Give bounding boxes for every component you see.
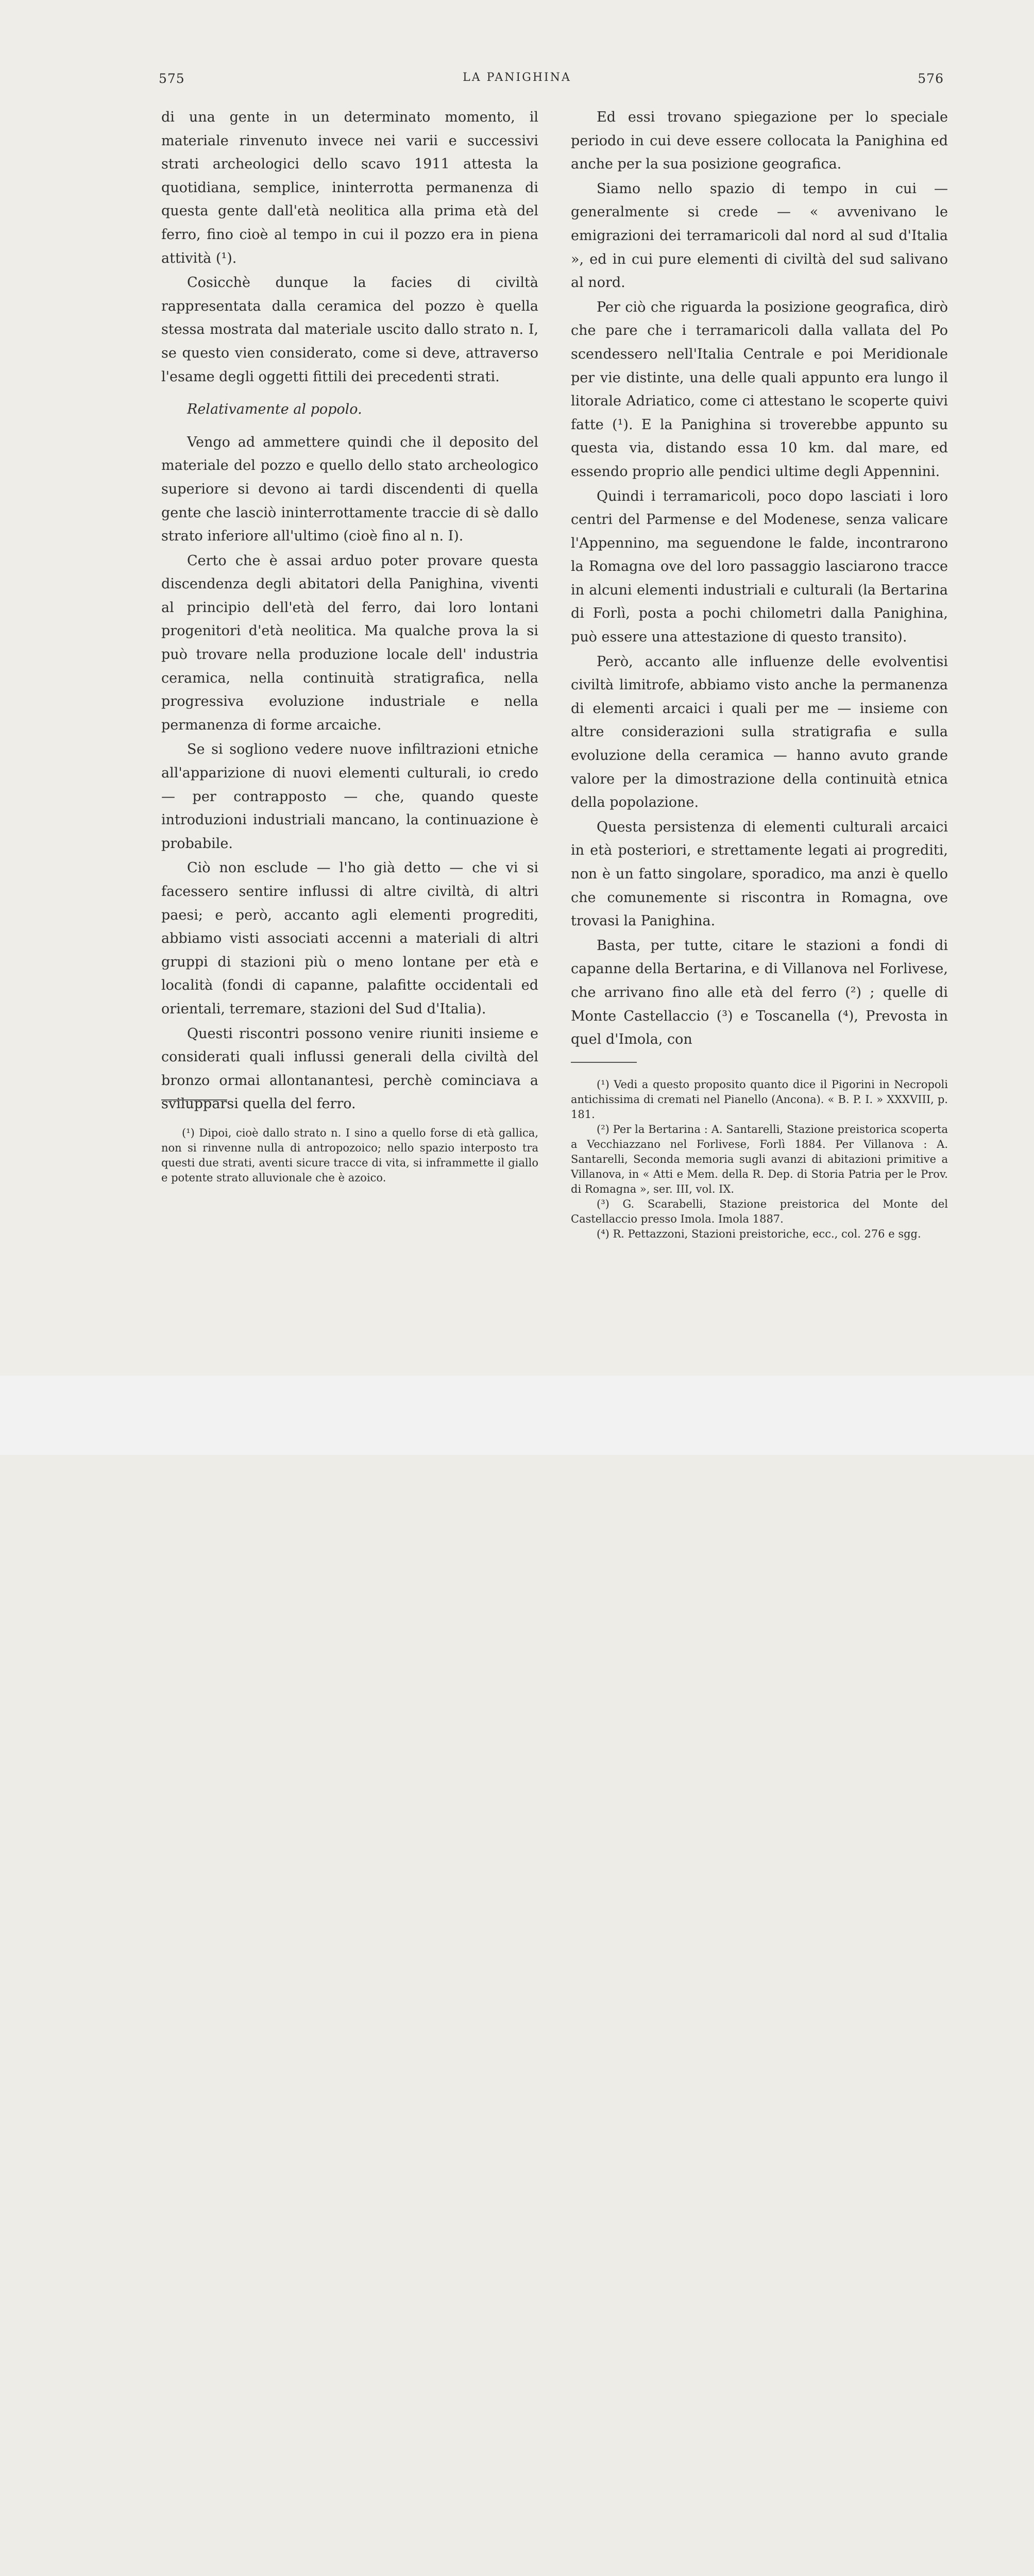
footnote: (¹) Vedi a questo proposito quanto dice il Pigorini in Necropoli antichissima di cremati nel Pianello (Ancona). « B. P. I. » XXXVIII, p. 181. — [571, 1078, 948, 1121]
paragraph: Per ciò che riguarda la posizione geografica, dirò che pare che i terramaricoli dalla vallata del Po scendessero nell'Italia Centrale e poi Meridionale per vie distinte, una delle quali appunto era lungo il litorale Adriatico, come ci attestano le scoperte quivi fatte (¹). E la Panighina si troverebbe appunto su questa via, distando essa 10 km. dal mare, ed essendo proprio alle pendici ultime degli Appennini. — [571, 299, 948, 480]
paragraph: Questa persistenza di elementi culturali arcaici in età posteriori, e strettamente legati ai progrediti, non è un fatto singolare, sporadico, ma anzi è quello che comunemente si riscontra in Romagna, ove trovasi la Panighina. — [571, 819, 948, 929]
paragraph: Siamo nello spazio di tempo in cui — generalmente si crede — « avvenivano le emigrazioni dei terramaricoli dal nord al sud d'Italia », ed in cui pure elementi di civiltà del sud salivano al nord. — [571, 180, 948, 291]
footnote: (²) Per la Bertarina : A. Santarelli, Stazione preistorica scoperta a Vecchiazzano nel Forlivese, Forlì 1884. Per Villanova : A. Santarelli, Seconda memoria sugli avanzi di abitazioni primitive a Villanova, in « Atti e Mem. della R. Dep. di Storia Patria per le Prov. di Romagna », ser. III, vol. IX. — [571, 1123, 948, 1195]
paragraph: Ed essi trovano spiegazione per lo speciale periodo in cui deve essere collocata la Panighina ed anche per la sua posizione geografica. — [571, 109, 948, 173]
paragraph: Certo che è assai arduo poter provare questa discendenza degli abitatori della Panighina, viventi al principio dell'età del ferro, dai loro lontani progenitori d'età neolitica. Ma qualche prova la si può trovare nella produzione locale dell' industria ceramica, nella continuità stratigrafica, nella progressiva evoluzione industriale e nella permanenza di forme arcaiche. — [161, 552, 538, 733]
footnote: (¹) Dipoi, cioè dallo strato n. I sino a quello forse di età gallica, non si rinvenne nulla di antropozoico; nello spazio interposto tra questi due strati, aventi sicure tracce di vita, si inframmette il giallo e potente strato alluvionale che è azoico. — [161, 1127, 538, 1184]
left-page-number: 575 — [159, 71, 185, 86]
subheading: Relativamente al popolo. — [187, 401, 362, 418]
paragraph: di una gente in un determinato momento, il materiale rinvenuto invece nei varii e successivi strati archeologici dello scavo 1911 attesta la quotidiana, semplice, ininterrotta permanenza di questa gente dall'età neolitica alla prima età del ferro, fino cioè al tempo in cui il pozzo era in piena attività (¹). — [161, 109, 538, 266]
paragraph: Questi riscontri possono venire riuniti insieme e considerati quali influssi generali della civiltà del bronzo ormai allontanantesi, perchè cominciava a svilupparsi quella del ferro. — [161, 1025, 538, 1112]
footnotes — [571, 1077, 948, 1242]
paragraph: Vengo ad ammettere quindi che il deposito del materiale del pozzo e quello dello stato archeologico superiore si devono ai tardi discendenti di quella gente che lasciò ininterrottamente traccie di sè dallo strato inferiore all'ultimo (cioè fino al n. I). — [161, 434, 538, 545]
right-page-number: 576 — [918, 71, 944, 86]
footnote-divider — [571, 1062, 637, 1063]
footnote: (⁴) R. Pettazzoni, Stazioni preistoriche, ecc., col. 276 e sgg. — [597, 1227, 921, 1240]
paragraph: Quindi i terramaricoli, poco dopo lasciati i loro centri del Parmense e del Modenese, senza valicare l'Appennino, ma seguendone le falde, incontrarono la Romagna ove del loro passaggio lasciarono tracce in alcuni elementi industriali e culturali (la Bertarina di Forlì, posta a pochi chilometri dalla Panighina, può essere una attestazione di questo transito). — [571, 488, 948, 646]
paragraph: Cosicchè dunque la facies di civiltà rappresentata dalla ceramica del pozzo è quella stessa mostrata dal materiale uscito dallo strato n. I, se questo vien considerato, come si deve, attraverso l'esame degli oggetti fittili dei precedenti strati. — [161, 275, 538, 385]
footer-bar — [0, 1376, 1034, 1455]
paragraph: Basta, per tutte, citare le stazioni a fondi di capanne della Bertarina, e di Villanova nel Forlivese, che arrivano fino alle età del ferro (²) ; quelle di Monte Castellaccio (³) e Toscanella (⁴), Prevosta in quel d'Imola, con — [571, 937, 948, 1048]
left-column — [161, 106, 538, 1117]
paragraph: Ciò non esclude — l'ho già detto — che vi si facessero sentire influssi di altre civiltà, di altri paesi; e però, accanto agli elementi progrediti, abbiamo visti associati accenni a materiali di altri gruppi di stazioni più o meno lontane per età e località (fondi di capanne, palafitte occidentali ed orientali, terremare, stazioni del Sud d'Italia). — [161, 860, 538, 1017]
footnote: (³) G. Scarabelli, Stazione preistorica del Monte del Castellaccio presso Imola. Imola 1887. — [571, 1197, 948, 1225]
paragraph: Però, accanto alle influenze delle evolventisi civiltà limitrofe, abbiamo visto anche la permanenza di elementi arcaici i quali per me — insieme con altre considerazioni sulla stratigrafia e sulla evoluzione della ceramica — hanno avuto grande valore per la dimostrazione della continuità etnica della popolazione. — [571, 653, 948, 811]
running-title: LA PANIGHINA — [463, 71, 571, 84]
paragraph: Se si sogliono vedere nuove infiltrazioni etniche all'apparizione di nuovi elementi culturali, io credo — per contrapposto — che, quando queste introduzioni industriali mancano, la continuazione è probabile. — [161, 741, 538, 852]
right-column — [571, 106, 948, 1242]
footnote-divider — [161, 1099, 227, 1100]
